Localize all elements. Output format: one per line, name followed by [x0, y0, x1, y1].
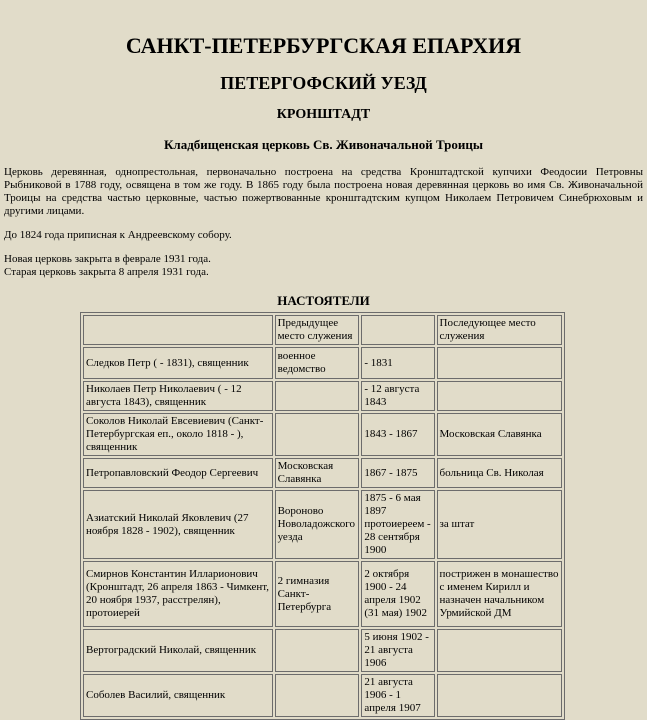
table-cell: - 1831	[361, 347, 434, 379]
table-row	[83, 674, 562, 717]
header-cell-name	[83, 315, 273, 345]
table-cell	[437, 629, 563, 672]
rectors-title: НАСТОЯТЕЛИ	[277, 293, 370, 308]
table-cell: Смирнов Константин Илларионович (Кронштадт, 26 апреля 1863 - Чимкент, 20 ноября 1937, расстрелян), протоиерей	[83, 561, 273, 627]
table-cell: больница Св. Николая	[437, 458, 563, 488]
table-cell: Николаев Петр Николаевич ( - 12 августа 1843), священник	[83, 381, 273, 411]
table-cell: Московская Славянка	[275, 458, 360, 488]
history-paragraph: Церковь деревянная, однопрестольная, первоначально построена на средства Кронштадтской купчихи Феодосии Петровны Рыбниковой в 1788 году, освящена в том же году. В 1865 году была построена новая деревянная церковь во имя Св. Живоначальной Троицы на средства частью церковные, частью пожертвованные кронштадтским купцом Николаем Петровичем Синебрюховым и другими лицами.	[4, 166, 643, 217]
table-row	[83, 490, 562, 559]
table-cell	[275, 674, 360, 717]
table-cell	[437, 674, 563, 717]
table-row	[83, 413, 562, 456]
rectors-table	[80, 312, 565, 720]
table-cell: Петропавловский Феодор Сергеевич	[83, 458, 273, 488]
table-cell: Соболев Василий, священник	[83, 674, 273, 717]
table-row	[83, 629, 562, 672]
closed-new-line: Новая церковь закрыта в феврале 1931 года.	[4, 253, 211, 265]
table-cell: Соколов Николай Евсевиевич (Санкт-Петербургская еп., около 1818 - ), священник	[83, 413, 273, 456]
table-cell: за штат	[437, 490, 563, 559]
table-row	[83, 561, 562, 627]
table-cell: Вертоградский Николай, священник	[83, 629, 273, 672]
table-cell: пострижен в монашество с именем Кирилл и назначен начальником Урмийской ДМ	[437, 561, 563, 627]
diocese-title: САНКТ-ПЕТЕРБУРГСКАЯ ЕПАРХИЯ	[125, 33, 522, 58]
table-cell: 5 июня 1902 - 21 августа 1906	[361, 629, 434, 672]
table-cell	[275, 381, 360, 411]
table-cell: 2 гимназия Санкт-Петербурга	[275, 561, 360, 627]
closed-old-line: Старая церковь закрыта 8 апреля 1931 года.	[4, 266, 209, 278]
table-cell	[437, 381, 563, 411]
city-title: КРОНШТАДТ	[276, 107, 371, 122]
table-cell: 21 августа 1906 - 1 апреля 1907	[361, 674, 434, 717]
table-cell: Азиатский Николай Яковлевич (27 ноября 1828 - 1902), священник	[83, 490, 273, 559]
table-cell: - 12 августа 1843	[361, 381, 434, 411]
table-cell: Вороново Новоладожского уезда	[275, 490, 360, 559]
uezd-title: ПЕТЕРГОФСКИЙ УЕЗД	[220, 73, 427, 93]
header-cell-period	[361, 315, 434, 345]
table-cell	[437, 347, 563, 379]
table-row	[83, 458, 562, 488]
table-cell: 2 октября 1900 - 24 апреля 1902 (31 мая) 1902	[361, 561, 434, 627]
attached-paragraph: До 1824 года приписная к Андреевскому собору.	[4, 229, 232, 241]
church-title: Кладбищенская церковь Св. Живоначальной Троицы	[163, 137, 484, 152]
table-cell	[275, 413, 360, 456]
table-row	[83, 347, 562, 379]
table-cell: 1867 - 1875	[361, 458, 434, 488]
table-cell	[275, 629, 360, 672]
table-cell: 1843 - 1867	[361, 413, 434, 456]
table-cell: военное ведомство	[275, 347, 360, 379]
table-cell: 1875 - 6 мая 1897 протоиереем - 28 сентября 1900	[361, 490, 434, 559]
table-row	[83, 381, 562, 411]
table-cell: Московская Славянка	[437, 413, 563, 456]
table-header-row	[83, 315, 562, 345]
header-cell-next: Последующее место служения	[437, 315, 563, 345]
table-cell: Следков Петр ( - 1831), священник	[83, 347, 273, 379]
header-cell-previous: Предыдущее место служения	[275, 315, 360, 345]
